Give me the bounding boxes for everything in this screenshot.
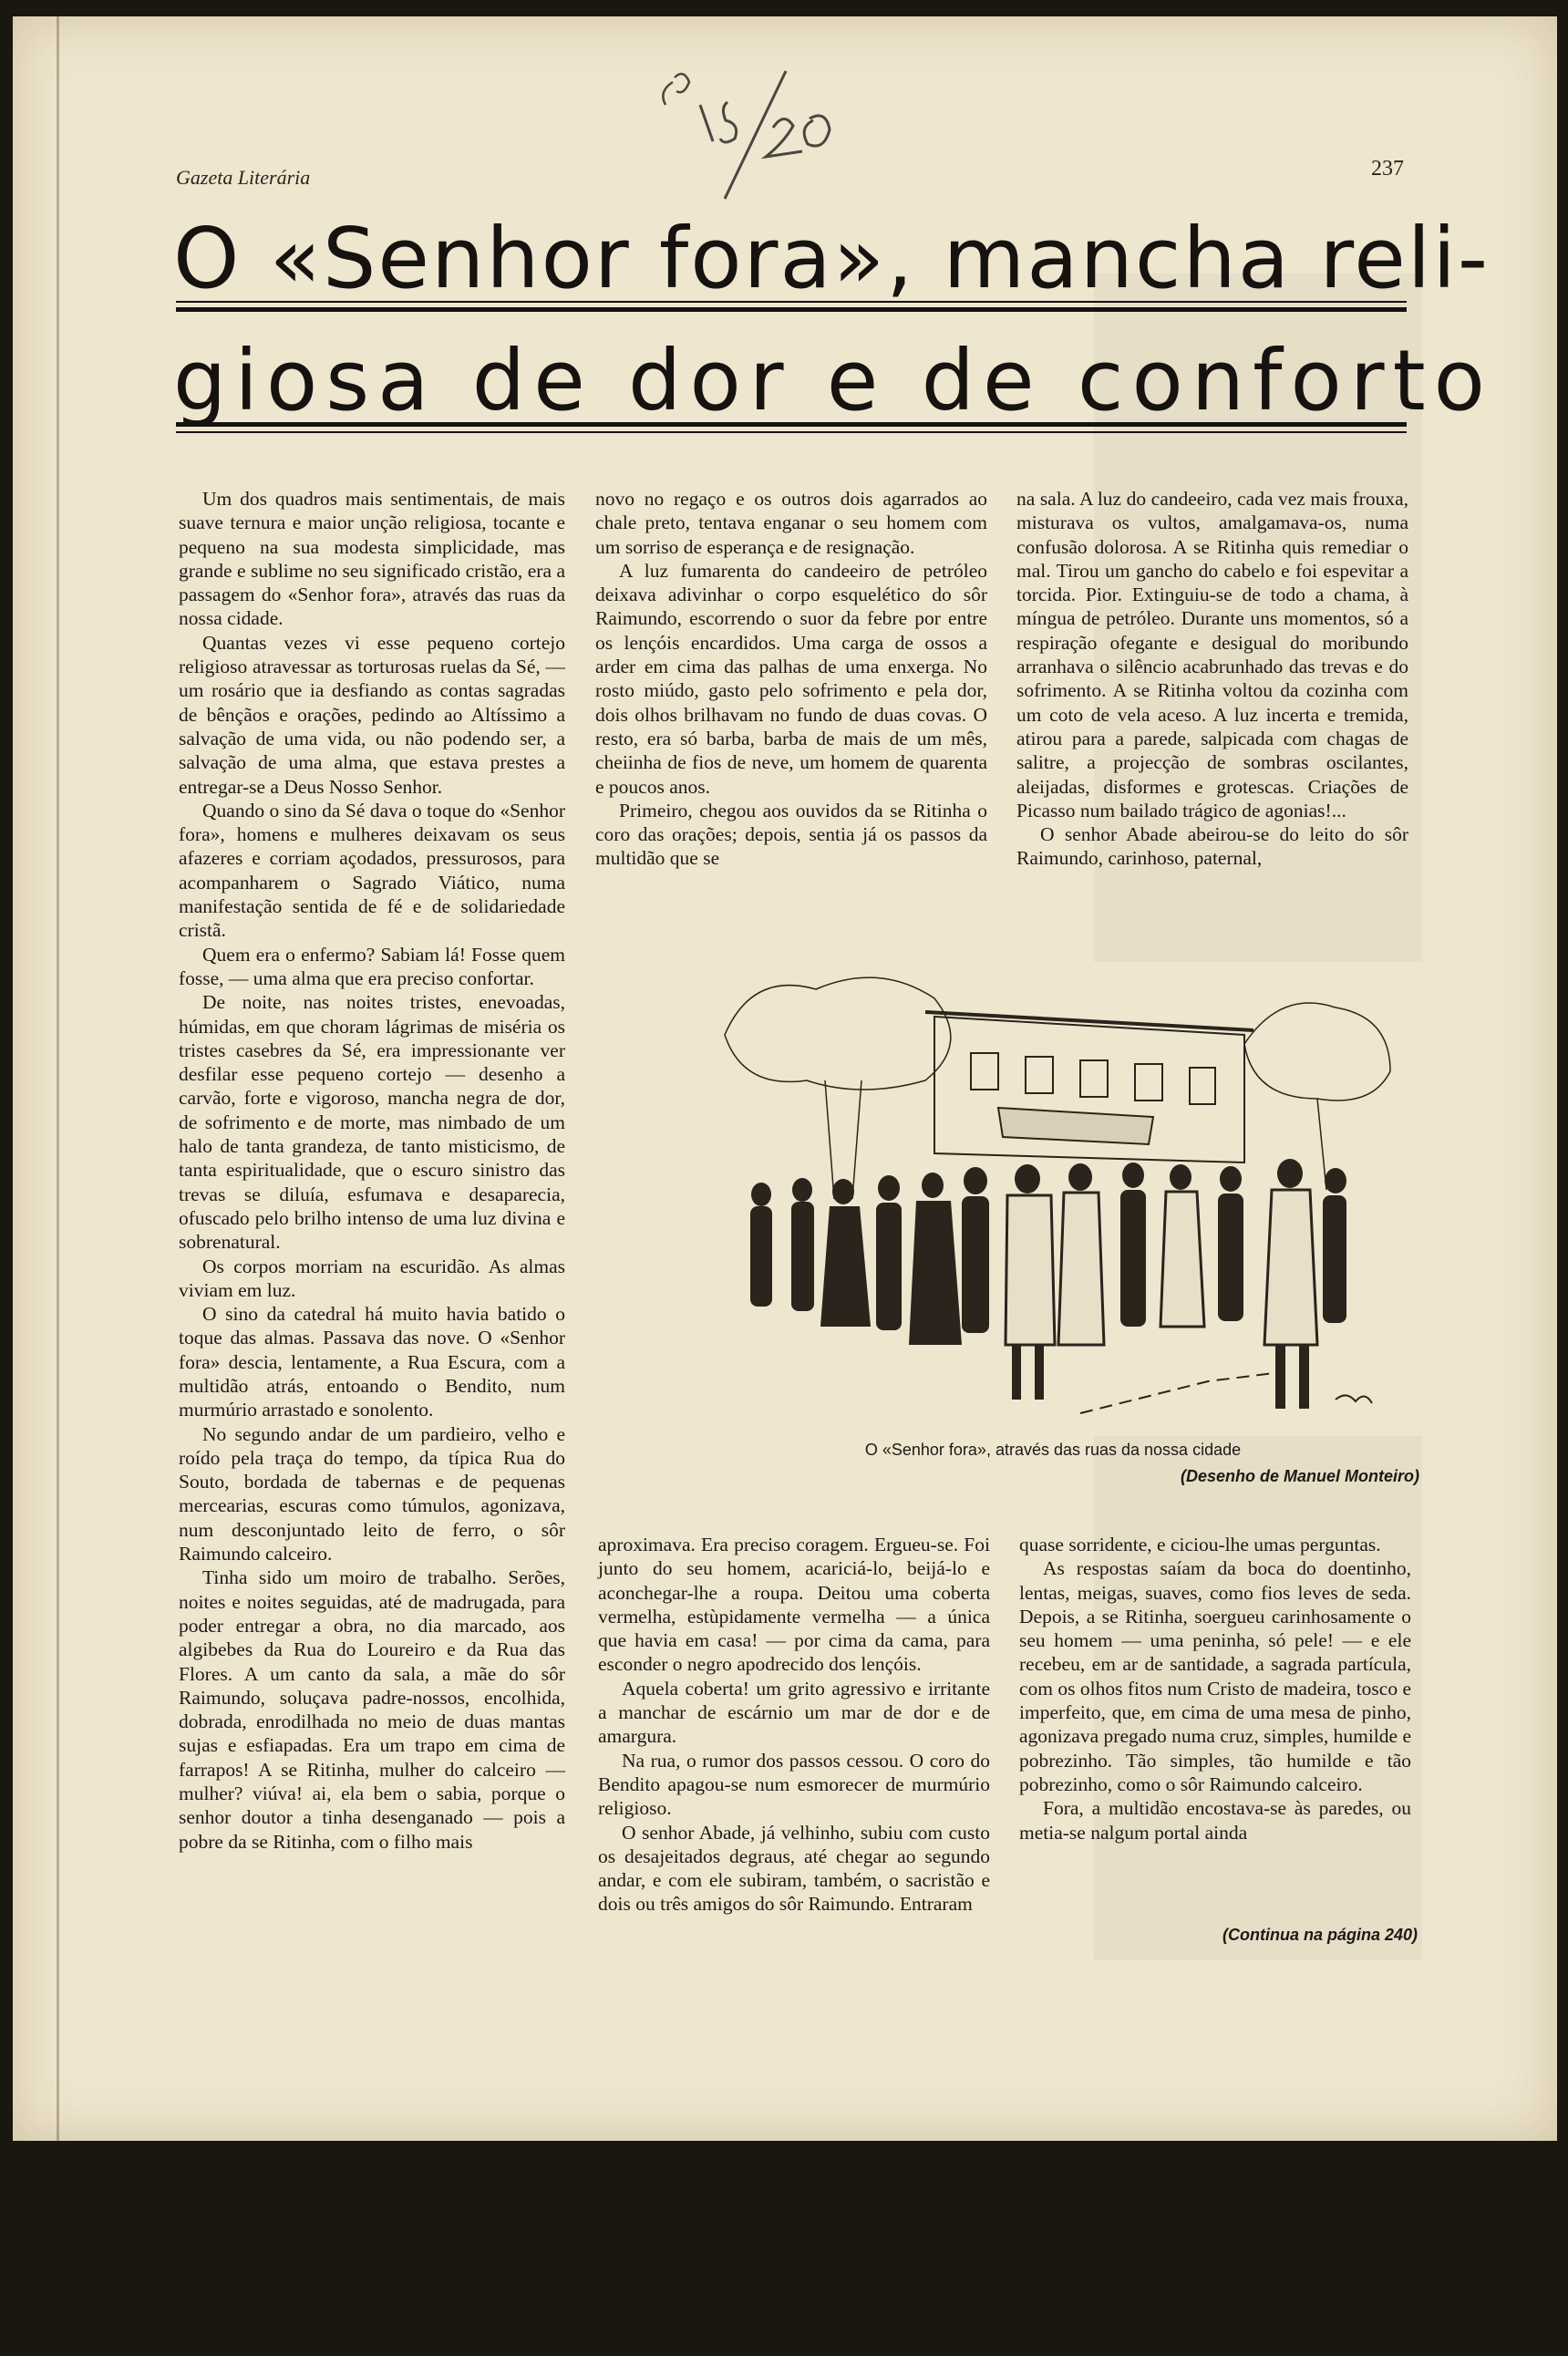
paragraph: aproximava. Era preciso coragem. Ergueu-se. Foi junto do seu homem, acariciá-lo, beijá-lo e aconchegar-lhe a roupa. Deitou uma coberta vermelha, estùpidamente vermelha — a única que havia em casa! — por cima da cama, para esconder o negro apodrecido dos lençóis. <box>598 1534 990 1676</box>
paragraph: A luz fumarenta do candeeiro de petróleo deixava adivinhar o corpo esquelético do sôr Raimundo, escorrendo o suor da febre por entre os lençóis encardidos. Uma carga de ossos a arder em cima das palhas de uma enxerga. No rosto miúdo, gasto pelo sofrimento e pela dor, dois olhos brilhavam no fundo de duas covas. O resto, era só barba, barba de mais de um mês, cheiinha de fios de neve, um homem de quarenta e poucos anos. <box>595 559 987 798</box>
page-number: 237 <box>1371 157 1404 181</box>
continued-notice: (Continua na página 240) <box>1222 1926 1418 1944</box>
paragraph: Os corpos morriam na escuridão. As almas viviam em luz. <box>179 1255 565 1301</box>
paragraph: na sala. A luz do candeeiro, cada vez mais frouxa, misturava os vultos, amalgamava-os, numa confusão dolorosa. A se Ritinha quis remediar o mal. Tirou um gancho do cabelo e foi espevitar a torcida. Pior. Extinguiu-se de todo a chama, à míngua de petróleo. Durante uns momentos, só a respiração ofegante e desigual do moribundo arranhava o silêncio acabrunhado das trevas e do sofrimento. A se Ritinha voltou da cozinha com um coto de vela aceso. A luz incerta e tremida, atirou para a parede, salpicada com chagas de salitre, a projecção de sombras oscilantes, aleijadas, disformes e grotescas. Criações de Picasso num bailado trágico de agonias!... <box>1016 488 1408 822</box>
paragraph: O senhor Abade, já velhinho, subiu com custo os desajeitados degraus, até chegar ao segundo andar, e com ele subiram, também, o sacristão e dois ou três amigos do sôr Raimundo. Entraram <box>598 1821 990 1916</box>
article-title-line-1: O «Senhor fora», mancha reli- <box>173 210 1491 307</box>
paragraph: O senhor Abade abeirou-se do leito do sôr Raimundo, carinhoso, paternal, <box>1016 823 1408 870</box>
title-rule-thin <box>176 301 1407 303</box>
title-rule-thick-2 <box>176 422 1407 427</box>
paragraph: Na rua, o rumor dos passos cessou. O coro do Bendito apagou-se num esmorecer de murmúrio religioso. <box>598 1749 990 1820</box>
page-spine <box>57 16 59 2141</box>
title-rule-thick <box>176 307 1407 312</box>
paragraph: Quem era o enfermo? Sabiam lá! Fosse quem fosse, — uma alma que era preciso confortar. <box>179 943 565 989</box>
paragraph: Um dos quadros mais sentimentais, de mais suave ternura e maior unção religiosa, tocante e pequeno na sua modesta simplicidade, mas grande e sublime no seu significado cristão, era a passagem do «Senhor fora», através das ruas da nossa cidade. <box>179 488 565 630</box>
publication-name: Gazeta Literária <box>176 166 311 189</box>
paragraph: Primeiro, chegou aos ouvidos da se Ritinha o coro das orações; depois, sentia já os passos da multidão que se <box>595 799 987 870</box>
illustration-caption: O «Senhor fora», através das ruas da nossa cidade <box>864 1441 1242 1459</box>
paragraph: No segundo andar de um pardieiro, velho e roído pela traça do tempo, da típica Rua do Souto, bordada de tabernas e de pequenas mercearias, escuras como túmulos, agonizava, num desconjuntado leito de ferro, o sôr Raimundo calceiro. <box>179 1422 565 1566</box>
article-column-3 <box>1016 487 1408 871</box>
paragraph: Quantas vezes vi esse pequeno cortejo religioso atravessar as torturosas ruelas da Sé, — um rosário que ia desfiando as contas sagradas de bênçãos e orações, pedindo ao Altíssimo a salvação de uma vida, ou não podendo ser, a salvação de uma alma, que estava prestes a entregar-se a Deus Nosso Senhor. <box>179 631 565 798</box>
paragraph: Quando o sino da Sé dava o toque do «Senhor fora», homens e mulheres deixavam os seus afazeres e corriam açodados, pressurosos, para acompanharem o Sagrado Viático, numa manifestação sentida de fé e de solidariedade cristã. <box>179 799 565 942</box>
paragraph: Fora, a multidão encostava-se às paredes, ou metia-se nalgum portal ainda <box>1019 1797 1411 1844</box>
paragraph: novo no regaço e os outros dois agarrados ao chale preto, tentava enganar o seu homem com um sorriso de esperança e de resignação. <box>595 488 987 558</box>
paragraph: As respostas saíam da boca do doentinho, lentas, meigas, suaves, como fios leves de seda. Depois, a se Ritinha, soergueu carinhosamente o seu homem — uma peninha, só pele! — e ele recebeu, em ar de santidade, a sagrada partícula, com os olhos fitos num Cristo de madeira, tosco e imperfeito, que, em cima de uma mesa de pinho, agonizava pregado numa cruz, simples, humilde e pobrezinho. Tão simples, tão humilde e tão pobrezinho, como o sôr Raimundo calceiro. <box>1019 1557 1411 1795</box>
paragraph: O sino da catedral há muito havia batido o toque das almas. Passava das nove. O «Senhor fora» descia, lentamente, a Rua Escura, com a multidão atrás, entoando o Bendito, num murmúrio arrastado e sonolento. <box>179 1303 565 1421</box>
title-rule-thin-2 <box>176 431 1407 433</box>
illustration-credit: (Desenho de Manuel Monteiro) <box>1180 1467 1419 1485</box>
article-column-1 <box>179 487 565 2356</box>
paragraph: quase sorridente, e ciciou-lhe umas perguntas. <box>1019 1534 1381 1555</box>
article-column-3-bottom <box>1019 1533 1411 1844</box>
handwritten-margin-note <box>656 55 848 210</box>
paragraph: Aquela coberta! um grito agressivo e irritante a manchar de escárnio um mar de dor e de amargura. <box>598 1677 990 1748</box>
procession-illustration <box>697 962 1427 1436</box>
paragraph: Tinha sido um moiro de trabalho. Serões, noites e noites seguidas, até de madrugada, para poder entregar a obra, no dia marcado, aos algibebes da Rua do Loureiro e da Rua das Flores. A um canto da sala, a mãe do sôr Raimundo, soluçava padre-nossos, encolhida, dobrada, enrodilhada no meio de duas mantas sujas e esfiapadas. Era um trapo em cima de farrapos! A se Ritinha, mulher do calceiro — mulher? viúva! ai, ela bem o sabia, porque o senhor doutor a tinha desenganado — pois a pobre da se Ritinha, com o filho mais <box>179 1566 565 1853</box>
article-column-2-bottom <box>598 1533 990 1917</box>
article-column-2 <box>595 487 987 871</box>
paragraph: De noite, nas noites tristes, enevoadas, húmidas, em que choram lágrimas de miséria os tristes casebres da Sé, era impressionante ver desfilar esse pequeno cortejo — desenho a carvão, forte e vigoroso, mancha negra de dor, de sofrimento e de morte, mas nimbado de um halo de tanta grandeza, de tanto misticismo, de tanta espiritualidade, que o escuro sinistro das trevas se diluía, esfumava e desaparecia, ofuscado pelo brilho intenso de uma luz divina e sobrenatural. <box>179 991 565 1254</box>
article-title-line-2: giosa de dor e de conforto <box>173 332 1493 429</box>
